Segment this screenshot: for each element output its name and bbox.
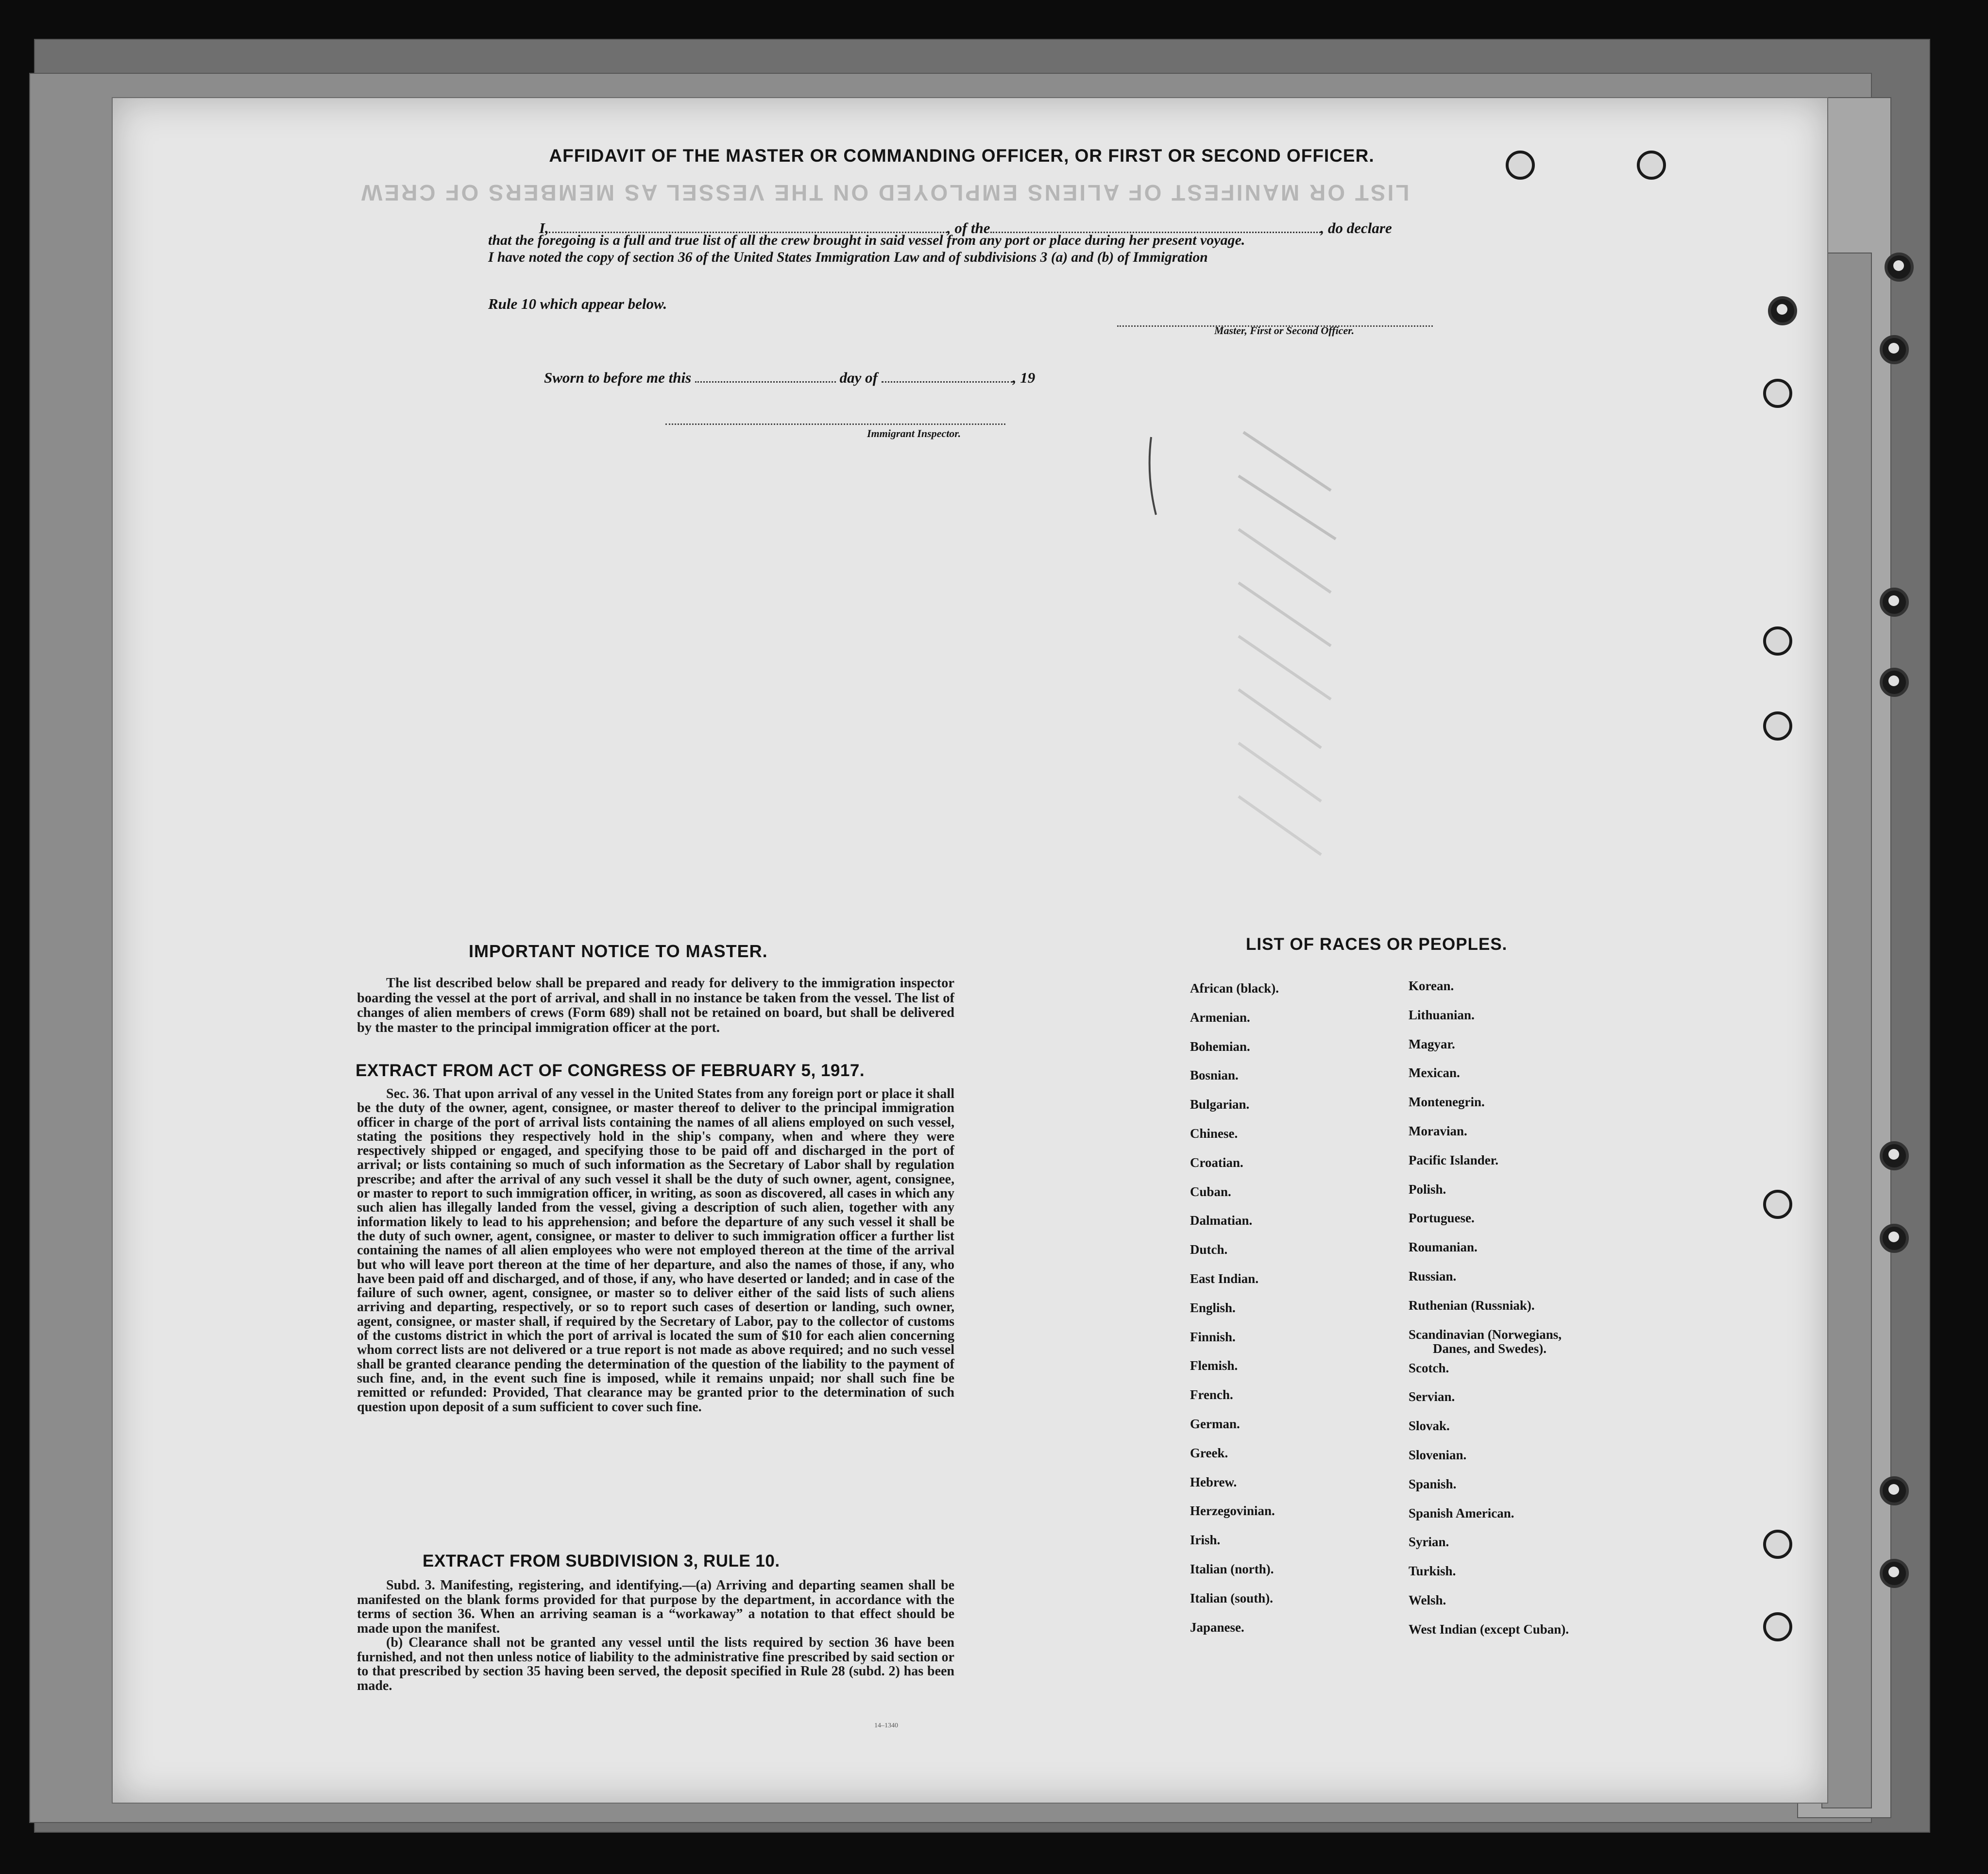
race-item: Greek. — [1190, 1445, 1228, 1460]
manifest-page — [112, 97, 1828, 1804]
race-item: Armenian. — [1190, 1010, 1250, 1025]
sworn-day-blank — [695, 374, 836, 383]
binder-hole — [1880, 588, 1909, 617]
sworn-label: Sworn to before me this — [544, 369, 692, 386]
binder-hole — [1763, 1190, 1792, 1219]
race-item: West Indian (except Cuban). — [1409, 1621, 1569, 1637]
notice-heading: IMPORTANT NOTICE TO MASTER. — [469, 941, 768, 961]
binder-hole — [1763, 711, 1792, 741]
sworn-line — [544, 369, 1035, 387]
affidavit-line-3: I have noted the copy of section 36 of the United States Immigration Law and of subdivisions 3 (a) and (b) of Immigration — [488, 250, 1208, 265]
race-item: Croatian. — [1190, 1155, 1243, 1170]
binder-hole — [1880, 1141, 1909, 1170]
pencil-marks — [1146, 418, 1350, 913]
subdivision-a-paragraph: Subd. 3. Manifesting, registering, and identifying.—(a) Arriving and departing seamen shall be manifested on the blank forms provided for that purpose by the department, in accordance with the terms of section 36. When an arriving seaman is a “workaway” a notation to that effect should be made upon the manifest. — [357, 1578, 954, 1636]
race-item: Moravian. — [1409, 1123, 1467, 1138]
affidavit-line-4: Rule 10 which appear below. — [488, 295, 667, 312]
race-item: Bosnian. — [1190, 1068, 1239, 1083]
race-item: Scandinavian (Norwegians, — [1409, 1327, 1562, 1342]
race-item: Italian (north). — [1190, 1561, 1274, 1576]
race-item: Spanish American. — [1409, 1505, 1514, 1520]
race-item: French. — [1190, 1387, 1233, 1402]
affidavit-i-label: I, — [539, 219, 549, 236]
race-item: Russian. — [1409, 1268, 1457, 1283]
binder-hole — [1880, 335, 1909, 364]
race-item: Cuban. — [1190, 1184, 1231, 1199]
binder-hole — [1763, 1612, 1792, 1641]
binder-hole — [1637, 151, 1666, 180]
binder-hole — [1763, 1530, 1792, 1559]
race-item: Lithuanian. — [1409, 1007, 1475, 1022]
race-item: Ruthenian (Russniak). — [1409, 1298, 1535, 1313]
race-item: Mexican. — [1409, 1065, 1460, 1081]
race-item: Japanese. — [1190, 1620, 1244, 1635]
races-left-column — [1190, 981, 1279, 1649]
race-item: Flemish. — [1190, 1358, 1238, 1373]
race-item: Finnish. — [1190, 1329, 1236, 1344]
binder-hole — [1880, 1559, 1909, 1588]
subdivision-b-paragraph: (b) Clearance shall not be granted any vessel until the lists required by section 36 have been furnished, and not then unless notice of liability to the administrative fine prescribed by said section or to that prescribed by section 35 having been served, the deposit specified in Rule 28 (subd. 2) has been made. — [357, 1635, 954, 1693]
race-item: English. — [1190, 1300, 1236, 1315]
race-item: Hebrew. — [1190, 1474, 1237, 1489]
year-prefix: , 19 — [1012, 369, 1036, 386]
race-item: Magyar. — [1409, 1036, 1455, 1051]
race-item: Scotch. — [1409, 1360, 1449, 1375]
races-heading: LIST OF RACES OR PEOPLES. — [1246, 935, 1508, 954]
day-of-label: day of — [839, 369, 878, 386]
race-item: Pacific Islander. — [1409, 1152, 1498, 1167]
race-item: Dalmatian. — [1190, 1213, 1253, 1228]
race-item: Turkish. — [1409, 1564, 1456, 1579]
race-item: German. — [1190, 1416, 1240, 1431]
form-number: 14–1340 — [874, 1722, 898, 1729]
race-item: Irish. — [1190, 1533, 1221, 1548]
extract-act-text — [357, 1087, 954, 1414]
race-item: Slovak. — [1409, 1418, 1450, 1434]
race-item: Bulgarian. — [1190, 1097, 1250, 1112]
race-item: Chinese. — [1190, 1126, 1238, 1141]
binder-hole — [1885, 253, 1914, 282]
race-item: Roumanian. — [1409, 1240, 1478, 1255]
race-item: Danes, and Swedes). — [1433, 1341, 1547, 1356]
affidavit-title: AFFIDAVIT OF THE MASTER OR COMMANDING OFFICER, OR FIRST OR SECOND OFFICER. — [549, 146, 1375, 166]
notice-paragraph: The list described below shall be prepared and ready for delivery to the immigration inspector boarding the vessel at the port of arrival, and shall in no instance be taken from the vessel. The list of changes of alien members of crews (Form 689) shall not be retained on board, but shall be delivered by the master to the principal immigration officer at the port. — [357, 976, 954, 1035]
extract-act-heading: EXTRACT FROM ACT OF CONGRESS OF FEBRUARY 5, 1917. — [356, 1061, 865, 1080]
race-item: Korean. — [1409, 979, 1454, 993]
race-item: East Indian. — [1190, 1271, 1259, 1286]
race-item: Welsh. — [1409, 1592, 1446, 1607]
extract-rule-text — [357, 1578, 954, 1693]
race-item: Syrian. — [1409, 1535, 1449, 1550]
binder-hole — [1763, 379, 1792, 408]
race-item: Spanish. — [1409, 1476, 1457, 1491]
race-item: Italian (south). — [1190, 1590, 1274, 1605]
binder-hole — [1506, 151, 1535, 180]
section-36-paragraph: Sec. 36. That upon arrival of any vessel in the United States from any foreign port or place it shall be the duty of the owner, agent, consignee, or master thereof to deliver to the principal immigration officer in charge of the port of arrival lists containing the names of all aliens employed on such vessel, stating the positions they respectively hold in the ship's company, when and where they were respectively shipped or engaged, and specifying those to be paid off and discharged in the port of arrival; or lists containing so much of such information as the Secretary of Labor shall by regulation prescribe; and after the arrival of any such vessel it shall be the duty of such owner, agent, consignee, or master to report to such immigration officer, in writing, as soon as discovered, all cases in which any such alien has illegally landed from the vessel, giving a description of such alien, together with any information likely to lead to his apprehension; and before the departure of any such vessel it shall be the duty of such owner, agent, consignee, or master to deliver to such immigration officer a further list containing the names of all alien employees who were not employed thereon at the time of the arrival but who will leave port thereon at the time of her departure, and also the names of those, if any, who have been paid off and discharged, and of those, if any, who have deserted or landed; and in case of the failure of such owner, agent, consignee, or master so to deliver either of the said lists of such aliens arriving and departing, respectively, or so to report such cases of desertion or landing, such owner, agent, consignee, or master shall, if required by the Secretary of Labor, pay to the collector of customs of the customs district in which the port of arrival is located the sum of $10 for each alien concerning whom correct lists are not delivered or a true report is not made as above required; and no such vessel shall be granted clearance pending the determination of the question of the liability to the payment of such fine, and, in the event such fine is imposed, while it remains unpaid; nor shall such fine be remitted or refunded: Provided, That clearance may be granted prior to the determination of such question upon deposit of a sum sufficient to cover such fine. — [357, 1086, 954, 1415]
affidavit-line-2: that the foregoing is a full and true list of all the crew brought in said vessel from any port or place during her present voyage. — [488, 232, 1245, 248]
binder-hole — [1768, 296, 1797, 325]
binder-hole — [1880, 1224, 1909, 1253]
races-right-column — [1409, 979, 1569, 1651]
inspector-signature-line — [665, 423, 1005, 425]
extract-rule-heading: EXTRACT FROM SUBDIVISION 3, RULE 10. — [423, 1552, 780, 1570]
race-item: Dutch. — [1190, 1242, 1228, 1257]
affidavit-of-the: , of the — [947, 219, 990, 236]
race-item: Montenegrin. — [1409, 1095, 1485, 1110]
race-item: Servian. — [1409, 1389, 1455, 1404]
background-sheet-edge — [1821, 253, 1872, 1808]
binder-hole — [1763, 626, 1792, 656]
notice-text — [357, 976, 954, 1035]
master-signature-label: Master, First or Second Officer. — [1214, 324, 1355, 337]
affidavit-do-declare: , do declare — [1320, 219, 1392, 236]
binder-hole — [1880, 668, 1909, 697]
race-item: African (black). — [1190, 981, 1279, 996]
race-item: Herzegovinian. — [1190, 1503, 1275, 1519]
race-item: Portuguese. — [1409, 1211, 1475, 1226]
race-item: Bohemian. — [1190, 1039, 1250, 1054]
month-blank — [882, 374, 1013, 383]
binder-hole — [1880, 1476, 1909, 1505]
bleed-through-title: LIST OR MANIFEST OF ALIENS EMPLOYED ON THE VESSEL AS MEMBERS OF CREW — [359, 180, 1410, 205]
race-item: Polish. — [1409, 1182, 1446, 1197]
race-item: Slovenian. — [1409, 1447, 1467, 1462]
inspector-signature-label: Immigrant Inspector. — [867, 427, 961, 439]
